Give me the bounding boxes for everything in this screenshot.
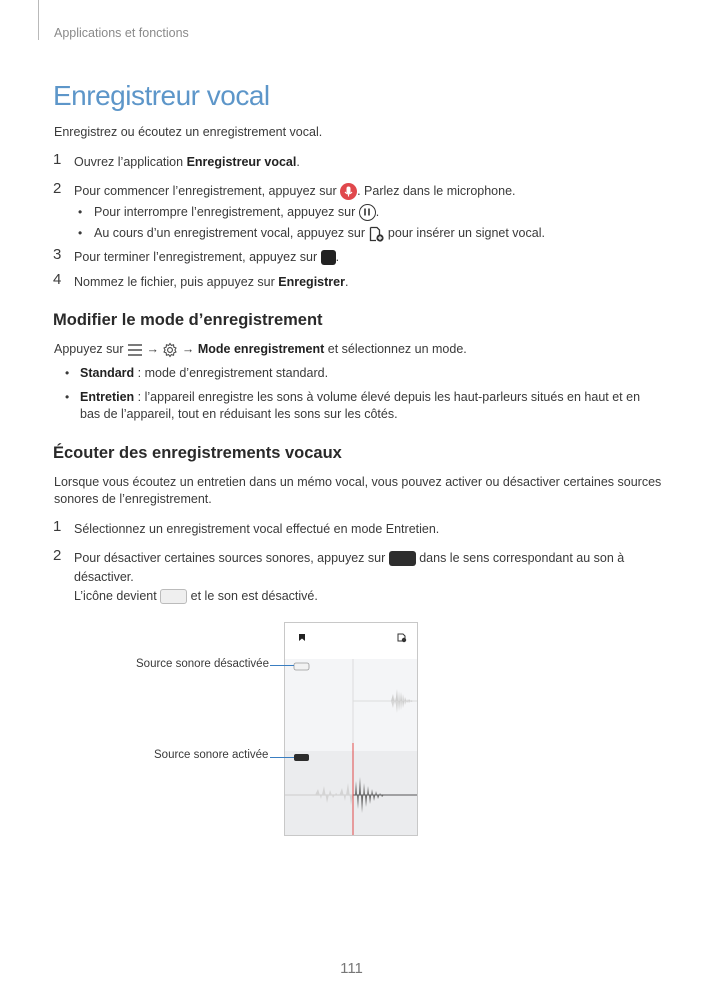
mode-interview-cont: bas de l’appareil, tout en réduisant les sons sur les côtés. — [80, 407, 398, 421]
bookmark-bullet: Au cours d’un enregistrement vocal, appuyez sur pour insérer un signet vocal. — [94, 226, 545, 240]
mode-instruction: Appuyez sur → → Mode enregistrement et sélectionnez un mode. — [54, 342, 467, 356]
step-number: 3 — [53, 246, 62, 263]
add-bookmark-icon — [368, 226, 384, 242]
recorder-screenshot — [284, 622, 418, 836]
mode-interview: Entretien : l’appareil enregistre les sons à volume élevé depuis les haut-parleurs situés en haut et en — [80, 390, 641, 404]
bullet-icon: • — [65, 366, 70, 380]
step-2-text: Pour commencer l’enregistrement, appuyez sur . Parlez dans le microphone. — [74, 183, 516, 200]
listen-step-1: Sélectionnez un enregistrement vocal effectué en mode Entretien. — [74, 522, 440, 536]
recorder-illustration — [285, 623, 418, 836]
step-number: 2 — [53, 180, 62, 197]
listen-step-2-cont: désactiver. — [74, 570, 134, 584]
listen-intro-cont: sonores de l’enregistrement. — [54, 492, 212, 506]
step-number: 2 — [53, 547, 62, 564]
bullet-icon: • — [78, 226, 83, 240]
step-number: 1 — [53, 518, 62, 535]
mode-heading: Modifier le mode d’enregistrement — [53, 311, 323, 329]
step-number: 1 — [53, 151, 62, 168]
bullet-icon: • — [65, 390, 70, 404]
header-rule — [38, 0, 39, 40]
step-3-text: Pour terminer l’enregistrement, appuyez sur . — [74, 250, 340, 264]
pause-icon — [359, 204, 376, 221]
listen-step-2-result: L’icône devient et le son est désactivé. — [74, 589, 318, 603]
step-1-text: Ouvrez l’application Enregistreur vocal. — [74, 155, 300, 169]
listen-heading: Écouter des enregistrements vocaux — [53, 444, 342, 462]
mode-standard: Standard : mode d’enregistrement standard. — [80, 366, 329, 380]
stop-icon — [321, 250, 336, 265]
step-4-text: Nommez le fichier, puis appuyez sur Enregistrer. — [74, 275, 349, 289]
page-number: 111 — [340, 960, 363, 977]
section-header: Applications et fonctions — [54, 26, 189, 40]
callout-on-line — [270, 757, 294, 758]
callout-on-label: Source sonore activée — [154, 749, 269, 761]
gear-icon — [162, 342, 178, 358]
pause-bullet: Pour interrompre l’enregistrement, appuyez sur . — [94, 204, 379, 221]
intro-text: Enregistrez ou écoutez un enregistrement vocal. — [54, 125, 323, 139]
bullet-icon: • — [78, 205, 83, 219]
sound-off-icon — [160, 589, 187, 604]
page-title: Enregistreur vocal — [53, 80, 270, 111]
sound-on-icon — [389, 551, 416, 566]
listen-step-2: Pour désactiver certaines sources sonores, appuyez sur dans le sens correspondant au son à — [74, 551, 625, 565]
listen-intro: Lorsque vous écoutez un entretien dans un mémo vocal, vous pouvez activer ou désactiver certaines sources — [54, 475, 662, 489]
callout-off-label: Source sonore désactivée — [136, 658, 269, 670]
mic-icon — [340, 183, 357, 200]
step-number: 4 — [53, 271, 62, 288]
menu-icon — [127, 343, 143, 357]
callout-off-line — [270, 665, 294, 666]
